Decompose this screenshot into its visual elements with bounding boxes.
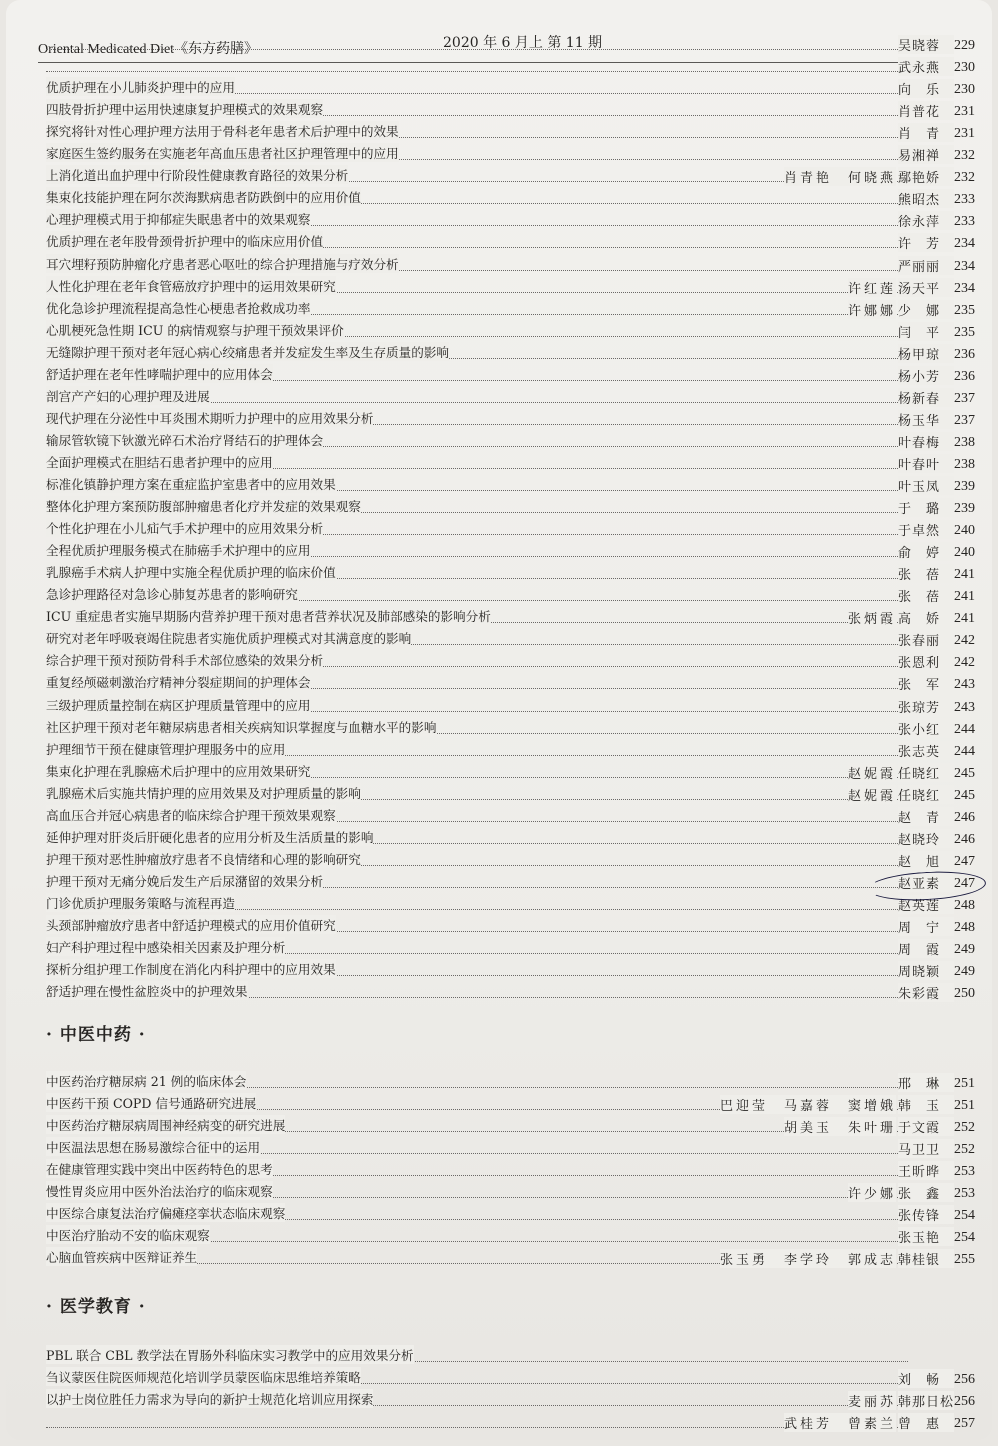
entry-title: 在健康管理实践中突出中医药特色的思考 — [46, 1159, 273, 1178]
toc-entry — [36, 343, 982, 365]
entry-title: 以护士岗位胜任力需求为导向的新护士规范化培训应用探索 — [46, 1389, 373, 1408]
entry-author: 赵 旭 — [898, 851, 954, 870]
entry-title: 标准化镇静护理方案在重症监护室患者中的应用效果 — [46, 474, 336, 493]
entry-title: 护理细节干预在健康管理护理服务中的应用 — [46, 739, 285, 758]
page-number: 234 — [954, 258, 975, 274]
entry-author: 曾 惠 — [898, 1413, 954, 1432]
toc-entry — [36, 387, 982, 409]
toc-entry — [36, 916, 982, 938]
page-number: 248 — [954, 920, 975, 935]
entry-title: 心理护理模式用于抑郁症失眠患者中的效果观察 — [46, 209, 310, 228]
page-number: 255 — [954, 1252, 975, 1268]
co-authors: 许娜娜 — [848, 300, 896, 319]
toc-entry — [36, 100, 982, 122]
entry-title: 心脑血管疾病中医辩证养生 — [46, 1247, 197, 1266]
entry-author: 张恩利 — [898, 652, 954, 671]
toc-entry — [36, 1160, 982, 1182]
entry-author: 张 蓓 — [898, 586, 954, 605]
entry-author: 杨小芳 — [898, 366, 954, 385]
toc-entry — [36, 210, 982, 232]
toc-entry — [36, 1346, 982, 1368]
entry-author: 周晓颖 — [898, 961, 954, 980]
entry-author: 俞 婷 — [898, 542, 954, 561]
page-number: 241 — [954, 589, 975, 605]
entry-author: 武永燕 — [898, 57, 954, 76]
toc-entry — [36, 497, 982, 519]
page-number: 256 — [954, 1394, 975, 1410]
entry-title: ICU 重症患者实施早期肠内营养护理干预对患者营养状况及肺部感染的影响分析 — [46, 606, 491, 625]
page-number: 238 — [954, 434, 975, 450]
entry-author: 易湘禅 — [898, 145, 954, 164]
page-number: 241 — [954, 611, 975, 627]
entry-title: 中医温法思想在肠易激综合征中的运用 — [46, 1137, 260, 1156]
entry-author: 张志英 — [898, 741, 954, 760]
toc-entry — [36, 409, 982, 431]
entry-title: 剖宫产产妇的心理护理及进展 — [46, 386, 210, 405]
entry-author: 向 乐 — [898, 79, 954, 98]
entry-title: 中医药治疗糖尿病 21 例的临床体会 — [46, 1071, 246, 1090]
toc-entry — [36, 34, 982, 56]
entry-author: 吴晓蓉 — [898, 35, 954, 54]
toc-entry — [36, 894, 982, 916]
toc-entry — [36, 365, 982, 387]
entry-author: 韩 玉 — [898, 1095, 954, 1114]
toc-entry — [36, 1226, 982, 1248]
page-number: 234 — [954, 280, 975, 296]
entry-author: 任晓红 — [898, 763, 954, 782]
entry-title: 综合护理干预对预防骨科手术部位感染的效果分析 — [46, 650, 323, 669]
page-number: 243 — [954, 699, 975, 715]
page-number: 244 — [954, 721, 975, 737]
entry-author: 闫 平 — [898, 322, 954, 341]
entry-title: 探析分组护理工作制度在消化内科护理中的应用效果 — [46, 959, 336, 978]
entry-title: 舒适护理在慢性盆腔炎中的护理效果 — [46, 981, 248, 1000]
toc-entry — [36, 122, 982, 144]
page-number: 249 — [954, 942, 975, 958]
entry-title: 三级护理质量控制在病区护理质量管理中的应用 — [46, 695, 310, 714]
entry-title: 集束化护理在乳腺癌术后护理中的应用效果研究 — [46, 761, 310, 780]
toc-entry — [36, 232, 982, 254]
co-authors: 肖青艳 何晓燕 — [784, 167, 896, 186]
page-number: 251 — [954, 1098, 975, 1114]
co-authors: 巴迎莹 马嘉蓉 窦增娥 — [720, 1095, 896, 1114]
page-number: 253 — [954, 1164, 975, 1180]
page-number: 239 — [954, 479, 975, 494]
entry-title: 乳腺癌术后实施共情护理的应用效果及对护理质量的影响 — [46, 783, 361, 802]
toc-entry — [36, 1390, 982, 1412]
entry-title: 妇产科护理过程中感染相关因素及护理分析 — [46, 937, 285, 956]
entry-title: 护理干预对无痛分娩后发生产后尿潴留的效果分析 — [46, 871, 323, 890]
entry-title: 整体化护理方案预防腹部肿瘤患者化疗并发症的效果观察 — [46, 496, 361, 515]
entry-title: 现代护理在分泌性中耳炎围术期听力护理中的应用效果分析 — [46, 408, 373, 427]
toc-entry — [36, 1116, 982, 1138]
toc-entry — [36, 784, 982, 806]
entry-title: PBL 联合 CBL 教学法在胃肠外科临床实习教学中的应用效果分析 — [46, 1345, 414, 1364]
entry-title: 中医药治疗糖尿病周围神经病变的研究进展 — [46, 1115, 285, 1134]
entry-author: 汤天平 — [898, 278, 954, 297]
entry-author: 于卓然 — [898, 520, 954, 539]
page-number: 244 — [954, 743, 975, 759]
toc-entry — [36, 78, 982, 100]
toc-entry — [36, 277, 982, 299]
toc-entry — [36, 718, 982, 740]
page-number: 242 — [954, 633, 975, 649]
entry-title: 上消化道出血护理中行阶段性健康教育路径的效果分析 — [46, 165, 348, 184]
entry-author: 张 鑫 — [898, 1183, 954, 1202]
toc-entry — [36, 806, 982, 828]
entry-title: 社区护理干预对老年糖尿病患者相关疾病知识掌握度与血糖水平的影响 — [46, 717, 436, 736]
page-number: 237 — [954, 390, 975, 406]
page-number: 249 — [954, 964, 975, 980]
section-heading: · 中医中药 · — [46, 1025, 146, 1045]
entry-title: 四肢骨折护理中运用快速康复护理模式的效果观察 — [46, 99, 323, 118]
dot-leader — [46, 71, 908, 72]
page-number: 242 — [954, 655, 975, 671]
entry-author: 赵英莲 — [898, 895, 954, 914]
entry-title: 家庭医生签约服务在实施老年高血压患者社区护理管理中的应用 — [46, 143, 399, 162]
entry-title: 舒适护理在老年性哮喘护理中的应用体会 — [46, 364, 273, 383]
page-number: 251 — [954, 1076, 975, 1091]
dot-leader — [46, 1427, 908, 1428]
co-authors: 许红莲 — [848, 278, 896, 297]
toc-entry — [36, 872, 982, 894]
page-number: 246 — [954, 809, 975, 825]
toc-entry — [36, 828, 982, 850]
page-number: 236 — [954, 346, 975, 362]
page-number: 235 — [954, 302, 975, 318]
page-number: 232 — [954, 170, 975, 186]
entry-author: 赵 青 — [898, 807, 954, 826]
entry-author: 于 璐 — [898, 498, 954, 517]
page-number: 230 — [954, 60, 975, 76]
entry-author: 马卫卫 — [898, 1139, 954, 1158]
entry-title: 门诊优质护理服务策略与流程再造 — [46, 893, 235, 912]
toc-entry — [36, 960, 982, 982]
entry-author: 徐永萍 — [898, 211, 954, 230]
co-authors: 武桂芳 曾素兰 — [784, 1413, 896, 1432]
entry-title: 慢性胃炎应用中医外治法治疗的临床观察 — [46, 1181, 273, 1200]
toc-entry — [36, 255, 982, 277]
entry-author: 杨甲琼 — [898, 344, 954, 363]
page-number: 245 — [954, 765, 975, 781]
toc-entry — [36, 651, 982, 673]
entry-author: 高 娇 — [898, 608, 954, 627]
toc-entry — [36, 1412, 982, 1434]
co-authors: 胡美玉 朱叶珊 — [784, 1117, 896, 1136]
entry-author: 张 军 — [898, 674, 954, 693]
entry-author: 刘 畅 — [898, 1369, 954, 1388]
entry-title: 心肌梗死急性期 ICU 的病情观察与护理干预效果评价 — [46, 320, 344, 339]
toc-entry — [36, 431, 982, 453]
entry-author: 于文霞 — [898, 1117, 954, 1136]
page-number: 257 — [954, 1416, 975, 1432]
issue-label: 2020 年 6 月上 第 11 期 — [443, 35, 603, 51]
toc-page — [6, 0, 992, 1440]
entry-title: 输尿管软镜下钬激光碎石术治疗肾结石的护理体会 — [46, 430, 323, 449]
entry-author: 叶春梅 — [898, 432, 954, 451]
entry-title: 中医治疗胎动不安的临床观察 — [46, 1225, 210, 1244]
toc-entry — [36, 982, 982, 1004]
page-number: 236 — [954, 368, 975, 384]
co-authors: 张炳霞 — [848, 608, 896, 627]
toc-entry — [36, 1204, 982, 1226]
page-number: 256 — [954, 1372, 975, 1388]
entry-title: 个性化护理在小儿疝气手术护理中的应用效果分析 — [46, 518, 323, 537]
toc-entry — [36, 740, 982, 762]
entry-title: 人性化护理在老年食管癌放疗护理中的运用效果研究 — [46, 276, 336, 295]
entry-title: 优质护理在小儿肺炎护理中的应用 — [46, 77, 235, 96]
page-number: 241 — [954, 567, 975, 583]
toc-entry — [36, 321, 982, 343]
page-number: 250 — [954, 986, 975, 1002]
entry-author: 任晓红 — [898, 785, 954, 804]
journal-name: Oriental Medicated Diet《东方药膳》 — [38, 42, 259, 57]
entry-author: 张 蓓 — [898, 564, 954, 583]
page-number: 246 — [954, 831, 975, 847]
entry-author: 熊昭杰 — [898, 189, 954, 208]
toc-entry — [36, 1182, 982, 1204]
toc-entry — [36, 850, 982, 872]
toc-entry — [36, 541, 982, 563]
toc-entry — [36, 1072, 982, 1094]
page-number: 240 — [954, 545, 975, 561]
co-authors: 许少娜 — [848, 1183, 896, 1202]
page-number: 239 — [954, 501, 975, 517]
entry-title: 护理干预对恶性肿瘤放疗患者不良情绪和心理的影响研究 — [46, 849, 361, 868]
page-number: 238 — [954, 456, 975, 472]
entry-author: 周 霞 — [898, 939, 954, 958]
toc-entry — [36, 629, 982, 651]
entry-author: 赵亚素 — [898, 873, 954, 892]
entry-author: 张小红 — [898, 719, 954, 738]
entry-title: 耳穴埋籽预防肿瘤化疗患者恶心呕吐的综合护理措施与疗效分析 — [46, 254, 399, 273]
toc-entry — [36, 696, 982, 718]
entry-title: 集束化技能护理在阿尔茨海默病患者防跌倒中的应用价值 — [46, 187, 361, 206]
page-number: 248 — [954, 897, 975, 913]
page-number: 231 — [954, 104, 975, 120]
entry-author: 肖普花 — [898, 101, 954, 120]
entry-author: 叶玉凤 — [898, 476, 954, 495]
entry-title: 乳腺癌手术病人护理中实施全程优质护理的临床价值 — [46, 562, 336, 581]
page-number: 229 — [954, 38, 975, 53]
entry-author: 鄢艳娇 — [898, 167, 954, 186]
entry-author: 杨玉华 — [898, 410, 954, 429]
toc-entry — [36, 1248, 982, 1270]
toc-entry — [36, 56, 982, 78]
toc-entry — [36, 762, 982, 784]
entry-title: 急诊护理路径对急诊心肺复苏患者的影响研究 — [46, 584, 298, 603]
entry-title: 重复经颅磁刺激治疗精神分裂症期间的护理体会 — [46, 672, 310, 691]
entry-author: 韩那日松 — [898, 1391, 954, 1410]
toc-entry — [36, 453, 982, 475]
entry-author: 赵晓玲 — [898, 829, 954, 848]
toc-entry — [36, 673, 982, 695]
entry-author: 肖 青 — [898, 123, 954, 142]
toc-entry — [36, 1094, 982, 1116]
toc-entry — [36, 1138, 982, 1160]
entry-author: 张琼芳 — [898, 697, 954, 716]
entry-author: 杨新春 — [898, 388, 954, 407]
toc-entry — [36, 607, 982, 629]
page-number: 253 — [954, 1186, 975, 1202]
entry-title: 中医药干预 COPD 信号通路研究进展 — [46, 1093, 256, 1112]
entry-title: 研究对老年呼吸衰竭住院患者实施优质护理模式对其满意度的影响 — [46, 628, 411, 647]
toc-entry — [36, 188, 982, 210]
entry-title: 全面护理模式在胆结石患者护理中的应用 — [46, 452, 273, 471]
page-number: 240 — [954, 523, 975, 539]
section-heading: · 医学教育 · — [46, 1297, 146, 1317]
co-authors: 张玉勇 李学玲 郭成志 — [720, 1249, 896, 1268]
dot-leader — [46, 49, 908, 50]
entry-title: 无缝隙护理干预对老年冠心病心绞痛患者并发症发生率及生存质量的影响 — [46, 342, 449, 361]
entry-author: 张玉艳 — [898, 1227, 954, 1246]
toc-entry — [36, 299, 982, 321]
entry-author: 张春丽 — [898, 630, 954, 649]
entry-author: 韩桂银 — [898, 1249, 954, 1268]
toc-entry — [36, 475, 982, 497]
entry-author: 邢 琳 — [898, 1073, 954, 1092]
entry-title: 全程优质护理服务模式在肺癌手术护理中的应用 — [46, 540, 310, 559]
entry-author: 许 芳 — [898, 233, 954, 252]
entry-title: 中医综合康复法治疗偏瘫痉挛状态临床观察 — [46, 1203, 285, 1222]
entry-author: 朱彩霞 — [898, 983, 954, 1002]
page-number: 247 — [954, 875, 975, 891]
toc-entry — [36, 144, 982, 166]
entry-author: 周 宁 — [898, 917, 954, 936]
entry-title: 探究将针对性心理护理方法用于骨科老年患者术后护理中的效果 — [46, 121, 399, 140]
toc-entry — [36, 519, 982, 541]
page-number: 252 — [954, 1142, 975, 1158]
entry-title: 刍议蒙医住院医师规范化培训学员蒙医临床思维培养策略 — [46, 1367, 361, 1386]
page-number: 247 — [954, 853, 975, 869]
page-number: 237 — [954, 412, 975, 428]
entry-title: 延伸护理对肝炎后肝硬化患者的应用分析及生活质量的影响 — [46, 827, 373, 846]
toc-entry — [36, 166, 982, 188]
page-number: 232 — [954, 148, 975, 164]
page-number: 233 — [954, 214, 975, 230]
co-authors: 赵妮霞 — [848, 763, 896, 782]
page-number: 252 — [954, 1120, 975, 1136]
page-number: 243 — [954, 677, 975, 693]
entry-author: 王昕晔 — [898, 1161, 954, 1180]
page-number: 245 — [954, 787, 975, 803]
page-number: 231 — [954, 126, 975, 142]
toc-entry — [36, 585, 982, 607]
co-authors: 赵妮霞 — [848, 785, 896, 804]
page-number: 233 — [954, 192, 975, 208]
toc-entry — [36, 1368, 982, 1390]
entry-author: 少 娜 — [898, 300, 954, 319]
page-number: 254 — [954, 1230, 975, 1246]
page-number: 230 — [954, 82, 975, 98]
entry-title: 优化急诊护理流程提高急性心梗患者抢救成功率 — [46, 298, 310, 317]
entry-title: 高血压合并冠心病患者的临床综合护理干预效果观察 — [46, 805, 336, 824]
entry-author: 张传锋 — [898, 1205, 954, 1224]
toc-entry — [36, 563, 982, 585]
entry-author: 叶春叶 — [898, 454, 954, 473]
page-number: 234 — [954, 236, 975, 252]
page-number: 254 — [954, 1208, 975, 1224]
toc-entry — [36, 938, 982, 960]
entry-author: 严丽丽 — [898, 256, 954, 275]
entry-title: 优质护理在老年股骨颈骨折护理中的临床应用价值 — [46, 231, 323, 250]
page-number: 235 — [954, 324, 975, 340]
entry-title: 头颈部肿瘤放疗患者中舒适护理模式的应用价值研究 — [46, 915, 336, 934]
co-authors: 麦丽苏 — [848, 1391, 896, 1410]
